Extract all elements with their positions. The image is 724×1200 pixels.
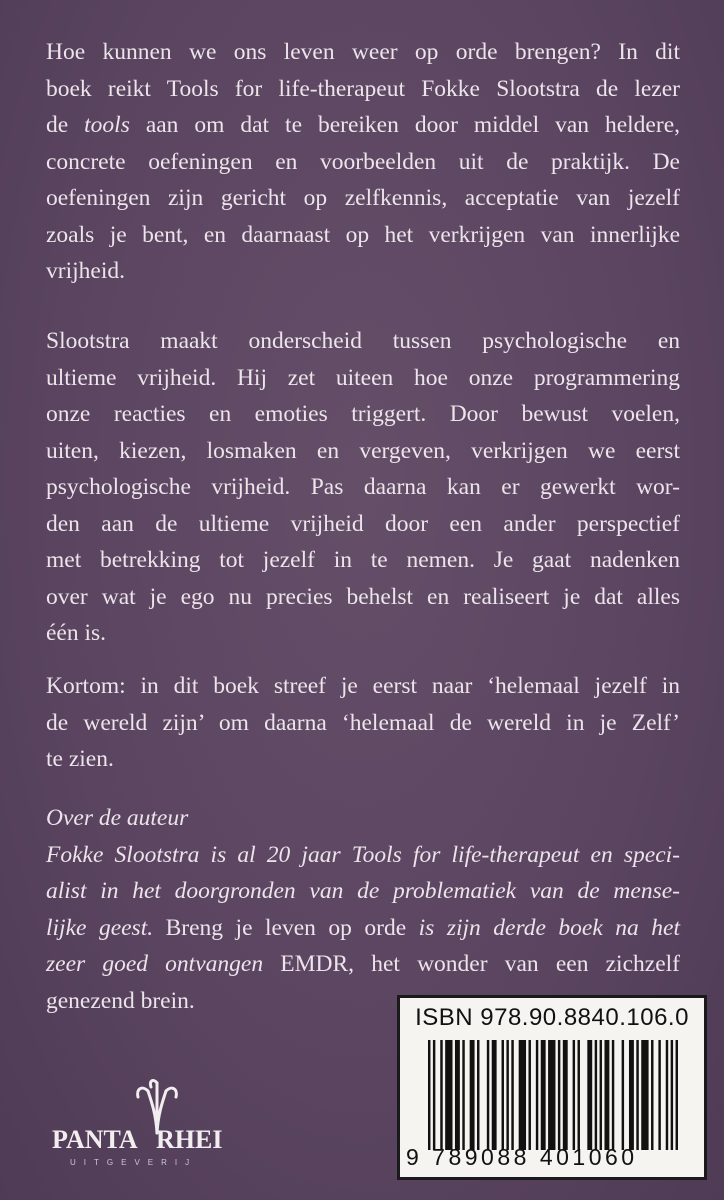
text-run: de [46,112,85,138]
barcode-bar [470,1040,475,1150]
barcode-bar [477,1040,479,1150]
barcode-bar [440,1040,442,1150]
text-line: boek reikt Tools for life-therapeut Fokke Slootstra de lezer [46,75,680,102]
text-line: onze reacties en emoties triggert. Door bewust voelen, [46,401,680,427]
barcode-bar [433,1040,435,1150]
text-line: uiten, kiezen, losmaken en vergeven, verkrijgen we eerst [46,437,680,464]
barcode-bar [445,1040,452,1150]
text-line: te zien. [46,746,114,772]
text-line: oefeningen zijn gericht op zelfkennis, acceptatie van jezelf [46,185,680,211]
barcode-bar [604,1040,609,1150]
barcode-bar [428,1040,430,1150]
barcode-bar [519,1040,526,1150]
text-line [46,107,680,144]
barcode-bar [548,1040,555,1150]
book-title: Breng je leven op orde [153,914,407,941]
barcode-digits: 9 789088 401060 [406,1144,638,1170]
barcode-bar [487,1040,489,1150]
barcode-bar [676,1040,678,1150]
barcode-bar [578,1040,580,1150]
barcode-bar [612,1040,614,1150]
text-line: Slootstra maakt onderscheid tussen psychologische en [46,328,680,354]
barcode-bar [502,1040,504,1150]
text-line: Kortom: in dit boek streef je eerst naar ‘helemaal jezelf in [46,673,680,699]
text-line: Hoe kunnen we ons leven weer op orde brengen? In dit [46,39,680,65]
barcode-bar [506,1040,508,1150]
barcode-bar [629,1040,634,1150]
text-line: met betrekking tot jezelf in te nemen. Je gaat nadenken [46,547,680,573]
barcode-bar [671,1040,673,1150]
text-line: over wat je ego nu precies behelst en realiseert je dat alles [46,583,680,610]
barcode-bar [536,1040,538,1150]
blurb-paragraph-1 [46,34,680,290]
text-run: is zijn derde boek na het [406,914,680,941]
text-run: zeer goed ontvangen [46,951,264,977]
barcode-bar [658,1040,660,1150]
text-line [46,946,680,983]
barcode-bar [541,1040,546,1150]
isbn-barcode-box [397,995,707,1180]
barcode-bar [600,1040,602,1150]
text-line: genezend brein. [46,987,195,1014]
text-line: concrete oefeningen en voorbeelden uit de praktijk. De [46,148,680,175]
barcode-bar [587,1040,592,1150]
text-run: aan om dat te bereiken door middel van heldere, [129,112,680,138]
barcode-bar [651,1040,653,1150]
text-line: psychologische vrijheid. Pas daarna kan er gewerkt wor- [46,474,680,500]
barcode-bar [528,1040,530,1150]
author-heading: Over de auteur [46,805,189,831]
barcode-bar [622,1040,624,1150]
text-line: ultieme vrijheid. Hij zet uiteen hoe onze programmering [46,364,680,391]
barcode-bar [492,1040,497,1150]
blurb-paragraph-3 [46,668,680,778]
blurb-paragraph-2 [46,323,680,652]
publisher-subtitle: UITGEVERIJ [70,1158,198,1167]
text-line: zoals je bent, en daarnaast op het verkrijgen van innerlijke [46,221,680,248]
barcode-graphic [428,1040,678,1150]
publisher-logo [52,1075,262,1175]
barcode-bar [636,1040,638,1150]
about-author-section [46,800,680,1019]
publisher-name-left: PANTA [52,1125,138,1154]
text-line: vrijheid. [46,258,125,284]
book-title: EMDR, het wonder van een zichzelf [263,951,680,977]
text-line: de wereld zijn’ om daarna ‘helemaal de wereld in je Zelf’ [46,709,680,736]
text-line: één is. [46,620,107,646]
barcode-bar [563,1040,568,1150]
barcode-bar [641,1040,648,1150]
text-line: alist in het doorgronden van de problematiek van de mense- [46,878,680,904]
italic-term-tools: tools [84,112,130,138]
publisher-name-right: RHEI [156,1125,223,1154]
text-line: Fokke Slootstra is al 20 jaar Tools for life-therapeut en speci- [46,841,680,868]
text-line: den aan de ultieme vrijheid door een ander perspectief [46,510,680,537]
barcode-bar [558,1040,560,1150]
barcode-bar [595,1040,597,1150]
text-run: lijke geest. [46,914,154,941]
isbn-label: ISBN 978.90.8840.106.0 [415,1004,689,1031]
barcode-bar [462,1040,464,1150]
text-line [46,910,680,947]
barcode-bar [511,1040,513,1150]
barcode-bar [666,1040,668,1150]
barcode-bar [455,1040,460,1150]
barcode-bar [573,1040,575,1150]
